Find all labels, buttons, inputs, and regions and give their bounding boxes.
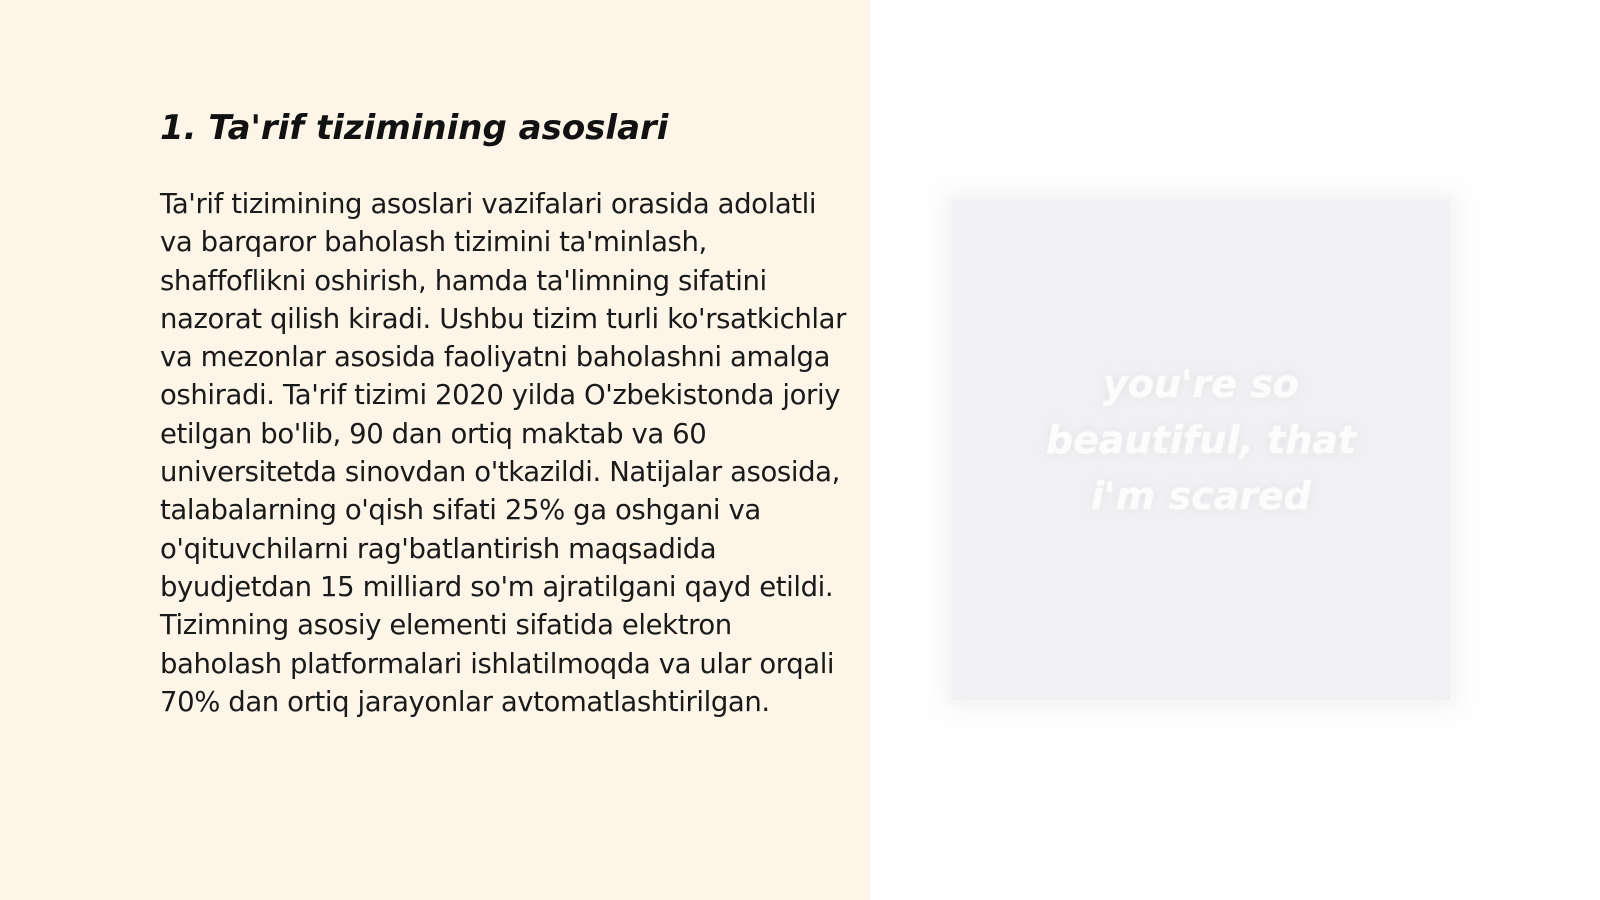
image-caption-text: you're so beautiful, that i'm scared (1045, 362, 1357, 518)
slide-title: 1. Ta'rif tizimining asoslari (160, 108, 669, 148)
slide-image (952, 200, 1450, 700)
slide-body-text: Ta'rif tizimining asoslari vazifalari orasida adolatli va barqaror baholash tizimini ta'minlash, shaffoflikni oshirish, hamda ta'limning sifatini nazorat qilish kiradi. Ushbu tizim turli ko'rsatkichlar va mezonlar asosida faoliyatni baholashni amalga oshiradi. Ta'rif tizimi 2020 yilda O'zbekistonda joriy etilgan bo'lib, 90 dan ortiq maktab va 60 universitetda sinovdan o'tkazildi. Natijalar asosida, talabalarning o'qish sifati 25% ga oshgani va o'qituvchilarni rag'batlantirish maqsadida byudjetdan 15 milliard so'm ajratilgani qayd etildi. Tizimning asosiy elementi sifatida elektron baholash platformalari ishlatilmoqda va ular orqali 70% dan ortiq jarayonlar avtomatlashtirilgan. (160, 188, 846, 718)
